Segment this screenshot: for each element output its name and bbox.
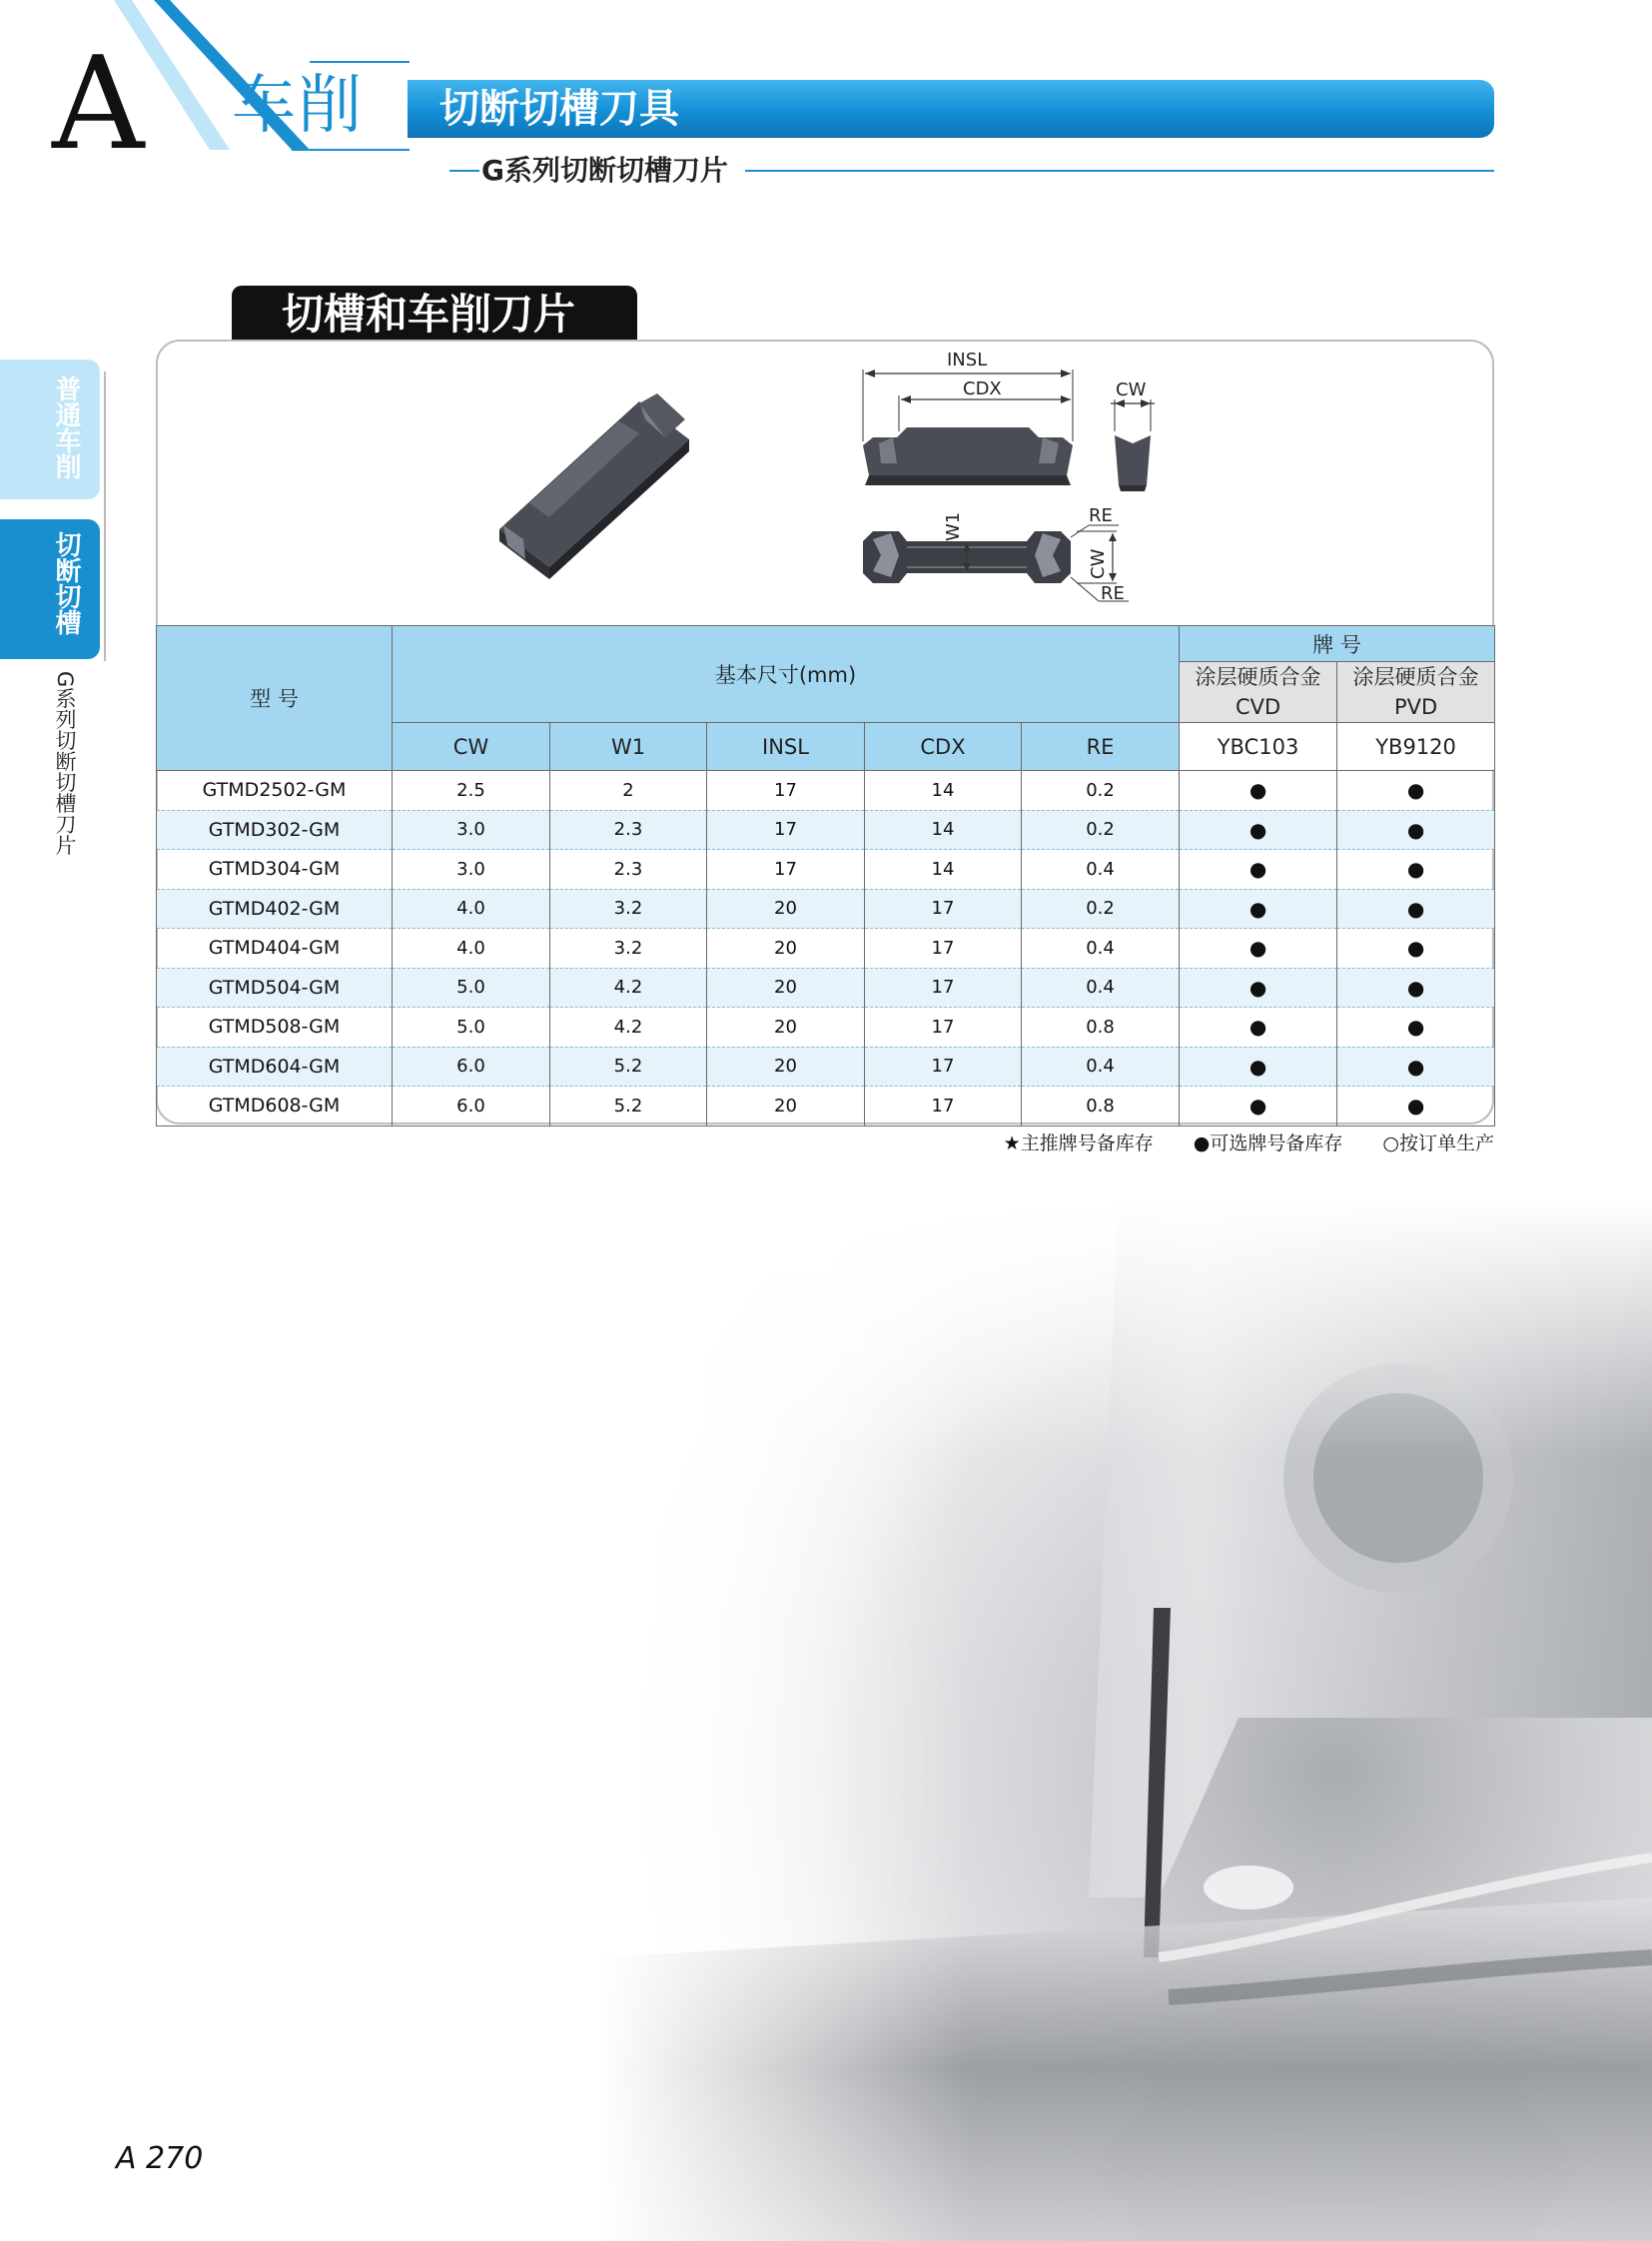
cell-g2: ● xyxy=(1337,929,1495,969)
cell-g2: ● xyxy=(1337,889,1495,929)
cell-insl: 20 xyxy=(707,889,865,929)
cell-cw: 3.0 xyxy=(393,850,550,890)
cell-cw: 6.0 xyxy=(393,1087,550,1126)
cell-model: GTMD2502-GM xyxy=(157,771,393,811)
cell-re: 0.4 xyxy=(1022,1047,1180,1087)
side-vertical-label: G系列切断切槽刀片 xyxy=(53,671,77,856)
cell-w1: 2.3 xyxy=(550,850,707,890)
grade-2-type xyxy=(1337,662,1495,723)
cell-g1: ● xyxy=(1180,1008,1337,1048)
col-header-cdx: CDX xyxy=(865,723,1022,771)
cell-cw: 2.5 xyxy=(393,771,550,811)
cell-insl: 20 xyxy=(707,1008,865,1048)
cell-cdx: 14 xyxy=(865,850,1022,890)
section-title: 切槽和车削刀片 xyxy=(282,290,576,339)
cell-g1: ● xyxy=(1180,1087,1337,1126)
table-row xyxy=(157,771,1495,811)
legend-order: ○按订单生产 xyxy=(1382,1132,1494,1154)
label-cw-top: CW xyxy=(1116,379,1147,400)
table-row xyxy=(157,968,1495,1008)
cell-g2: ● xyxy=(1337,1047,1495,1087)
cell-w1: 2.3 xyxy=(550,810,707,850)
cell-re: 0.2 xyxy=(1022,889,1180,929)
legend-optional: ●可选牌号备库存 xyxy=(1193,1132,1343,1154)
cell-re: 0.4 xyxy=(1022,968,1180,1008)
col-header-w1: W1 xyxy=(550,723,707,771)
dimension-drawing xyxy=(859,346,1179,615)
cell-insl: 17 xyxy=(707,771,865,811)
cell-insl: 20 xyxy=(707,1047,865,1087)
grade-1-type xyxy=(1180,662,1337,723)
grade-2-name: YB9120 xyxy=(1337,723,1495,771)
grade-2-material: 涂层硬质合金 xyxy=(1352,665,1479,689)
cell-g2: ● xyxy=(1337,1008,1495,1048)
side-tab-divider xyxy=(104,372,106,661)
cell-insl: 17 xyxy=(707,850,865,890)
page-subtitle: G系列切断切槽刀片 xyxy=(481,154,728,187)
cell-re: 0.4 xyxy=(1022,850,1180,890)
spec-table xyxy=(156,625,1495,1126)
cell-cdx: 17 xyxy=(865,889,1022,929)
insert-3d-illustration xyxy=(489,389,699,589)
table-row xyxy=(157,810,1495,850)
cell-g1: ● xyxy=(1180,929,1337,969)
cell-model: GTMD608-GM xyxy=(157,1087,393,1126)
stock-legend xyxy=(970,1130,1494,1156)
col-header-cw: CW xyxy=(393,723,550,771)
cell-model: GTMD304-GM xyxy=(157,850,393,890)
machining-photo xyxy=(599,1198,1652,2241)
cell-re: 0.2 xyxy=(1022,771,1180,811)
label-w1: W1 xyxy=(943,511,964,541)
cell-w1: 4.2 xyxy=(550,1008,707,1048)
side-tab-general-label: 普通车削 xyxy=(51,375,81,479)
cell-g1: ● xyxy=(1180,810,1337,850)
cell-g2: ● xyxy=(1337,810,1495,850)
cell-g2: ● xyxy=(1337,1087,1495,1126)
cell-cdx: 14 xyxy=(865,771,1022,811)
cell-re: 0.2 xyxy=(1022,810,1180,850)
col-header-dimensions: 基本尺寸(mm) xyxy=(393,626,1180,723)
cell-g2: ● xyxy=(1337,850,1495,890)
label-cw-side: CW xyxy=(1088,548,1109,579)
cell-w1: 4.2 xyxy=(550,968,707,1008)
chapter-title: 车削 xyxy=(232,69,364,143)
cell-re: 0.8 xyxy=(1022,1008,1180,1048)
cell-re: 0.4 xyxy=(1022,929,1180,969)
cell-model: GTMD604-GM xyxy=(157,1047,393,1087)
cell-cw: 4.0 xyxy=(393,889,550,929)
grade-1-material: 涂层硬质合金 xyxy=(1195,665,1321,689)
cell-g1: ● xyxy=(1180,968,1337,1008)
cell-g1: ● xyxy=(1180,850,1337,890)
table-row xyxy=(157,1047,1495,1087)
cell-w1: 3.2 xyxy=(550,889,707,929)
col-header-grade: 牌 号 xyxy=(1180,626,1495,662)
grade-2-process: PVD xyxy=(1393,695,1438,719)
cell-model: GTMD508-GM xyxy=(157,1008,393,1048)
page-number: A 270 xyxy=(116,2141,204,2176)
side-tab-parting-label: 切断切槽 xyxy=(51,531,81,635)
chapter-letter: A xyxy=(52,30,145,179)
col-header-re: RE xyxy=(1022,723,1180,771)
cell-cdx: 17 xyxy=(865,1008,1022,1048)
cell-w1: 5.2 xyxy=(550,1087,707,1126)
table-row xyxy=(157,1087,1495,1126)
col-header-insl: INSL xyxy=(707,723,865,771)
cell-insl: 20 xyxy=(707,1087,865,1126)
cell-model: GTMD504-GM xyxy=(157,968,393,1008)
cell-cdx: 17 xyxy=(865,929,1022,969)
table-row xyxy=(157,889,1495,929)
subtitle-rule-left xyxy=(449,170,479,172)
cell-re: 0.8 xyxy=(1022,1087,1180,1126)
cell-w1: 5.2 xyxy=(550,1047,707,1087)
cell-insl: 20 xyxy=(707,968,865,1008)
label-re-bottom: RE xyxy=(1101,583,1125,604)
cell-w1: 2 xyxy=(550,771,707,811)
cell-w1: 3.2 xyxy=(550,929,707,969)
table-body xyxy=(157,771,1495,1126)
cell-cw: 6.0 xyxy=(393,1047,550,1087)
header-bar-title: 切断切槽刀具 xyxy=(439,86,679,132)
cell-g2: ● xyxy=(1337,771,1495,811)
grade-1-name: YBC103 xyxy=(1180,723,1337,771)
cell-g1: ● xyxy=(1180,1047,1337,1087)
cell-cw: 3.0 xyxy=(393,810,550,850)
table-row xyxy=(157,850,1495,890)
cell-model: GTMD302-GM xyxy=(157,810,393,850)
cell-g2: ● xyxy=(1337,968,1495,1008)
cell-insl: 20 xyxy=(707,929,865,969)
cell-g1: ● xyxy=(1180,771,1337,811)
cell-cdx: 17 xyxy=(865,968,1022,1008)
cell-g1: ● xyxy=(1180,889,1337,929)
cell-cdx: 17 xyxy=(865,1047,1022,1087)
label-insl: INSL xyxy=(947,350,988,371)
table-row xyxy=(157,929,1495,969)
col-header-model: 型 号 xyxy=(157,626,393,771)
cell-model: GTMD402-GM xyxy=(157,889,393,929)
cell-model: GTMD404-GM xyxy=(157,929,393,969)
legend-recommended: ★主推牌号备库存 xyxy=(1003,1132,1154,1154)
label-cdx: CDX xyxy=(963,378,1002,399)
cell-cdx: 14 xyxy=(865,810,1022,850)
table-row xyxy=(157,1008,1495,1048)
cell-cw: 4.0 xyxy=(393,929,550,969)
subtitle-rule-right xyxy=(745,170,1494,172)
cell-cdx: 17 xyxy=(865,1087,1022,1126)
cell-cw: 5.0 xyxy=(393,968,550,1008)
cell-cw: 5.0 xyxy=(393,1008,550,1048)
label-re-top: RE xyxy=(1089,505,1113,526)
cell-insl: 17 xyxy=(707,810,865,850)
grade-1-process: CVD xyxy=(1235,695,1281,719)
